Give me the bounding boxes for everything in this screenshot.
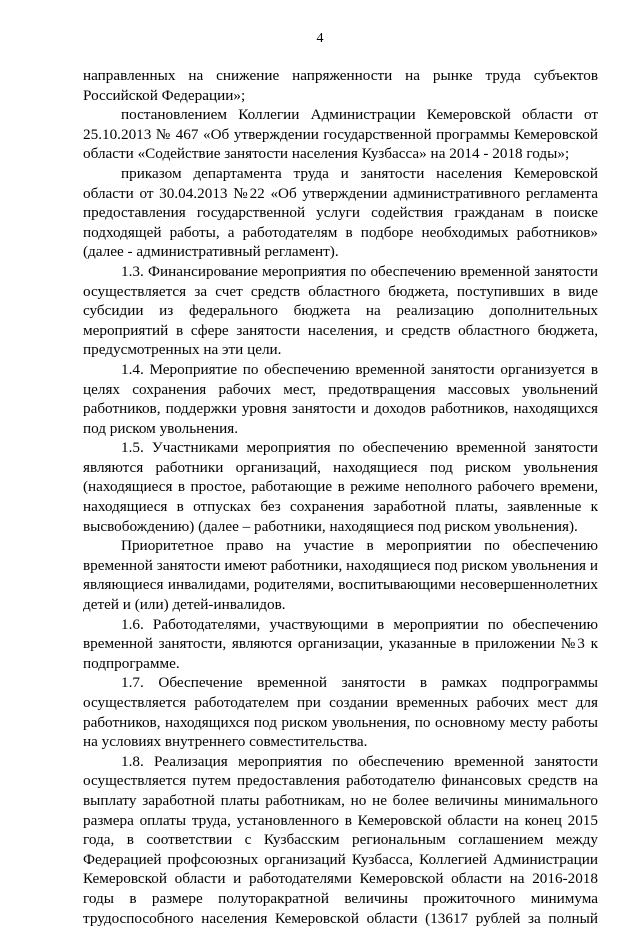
paragraph-continuation: направленных на снижение напряженности на рынке труда субъектов Российской Федерации»;: [83, 67, 598, 104]
paragraph-1-3: 1.3. Финансирование мероприятия по обеспечению временной занятости осуществляется за счет средств областного бюджета, поступивших в виде субсидии из федерального бюджета на реализацию дополнительных мероприятий в сфере занятости населения, и средств областного бюджета, предусмотренных на эти цели.: [83, 262, 598, 359]
paragraph-1-5: 1.5. Участниками мероприятия по обеспечению временной занятости являются работники организаций, находящиеся под риском увольнения (находящиеся в простое, работающие в режиме неполного рабочего времени, находящиеся в отпусках без сохранения заработной платы, заявленные к высвобождению) (далее – работники, находящиеся под риском увольнения).: [83, 439, 598, 535]
paragraph-priority-right: Приоритетное право на участие в мероприятии по обеспечению временной занятости имеют работники, находящиеся под риском увольнения и являющиеся инвалидами, родителями, воспитывающими несовершеннолетних детей и (или) детей-инвалидов.: [83, 537, 598, 614]
paragraph-order-22: приказом департамента труда и занятости населения Кемеровской области от 30.04.2013 №22 «Об утверждении административного регламента предоставления государственной услуги содействия гражданам в поиске подходящей работы, а работодателям в подборе необходимых работников» (далее - административный регламент).: [83, 164, 598, 261]
page-number: 4: [316, 31, 324, 46]
paragraph-1-4: 1.4. Мероприятие по обеспечению временной занятости организуется в целях сохранения рабочих мест, предотвращения массовых увольнений работников, поддержки уровня занятости и доходов работников, находящихся под риском увольнения.: [83, 360, 598, 437]
paragraph-resolution-467: постановлением Коллегии Администрации Кемеровской области от 25.10.2013 № 467 «Об утверждении государственной программы Кемеровской области «Содействие занятости населения Кузбасса» на 2014 - 2018 годы»;: [83, 106, 598, 163]
document-body: [83, 66, 598, 928]
paragraph-1-6: 1.6. Работодателями, участвующими в мероприятии по обеспечению временной занятости, являются организации, указанные в приложении №3 к подпрограмме.: [83, 615, 598, 672]
paragraph-1-7: 1.7. Обеспечение временной занятости в рамках подпрограммы осуществляется работодателем при создании временных рабочих мест для работников, находящихся под риском увольнения, по основному месту работы на условиях внутреннего совместительства.: [83, 674, 598, 751]
paragraph-1-8: 1.8. Реализация мероприятия по обеспечению временной занятости осуществляется путем предоставления работодателю финансовых средств на выплату заработной платы работникам, но не более величины минимального размера оплаты труда, установленного в Кемеровской области на конец 2015 года, в соответствии с Кузбасским региональным соглашением между Федерацией профсоюзных организаций Кузбасса, Коллегией Администрации Кемеровской области и работодателями Кемеровской области на 2016-2018 годы в размере полуторакратной величины прожиточного минимума трудоспособного населения Кемеровской области (13617 рублей за полный: [83, 752, 598, 927]
